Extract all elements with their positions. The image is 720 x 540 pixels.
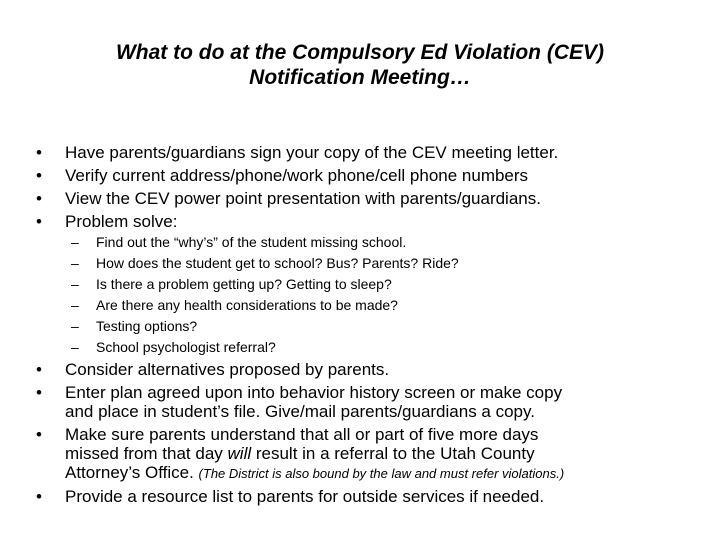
bullet-text: View the CEV power point presentation with parents/guardians. (65, 189, 541, 208)
dash-marker: – (71, 297, 79, 313)
title-line-1: What to do at the Compulsory Ed Violation (CEV) (115, 41, 605, 64)
sub-bullet-item (65, 276, 696, 293)
bullet-text: Consider alternatives proposed by parents. (65, 360, 390, 379)
bullet-item (36, 425, 696, 483)
sub-bullet-text: Are there any health considerations to be made? (96, 297, 398, 313)
bullet-text: Provide a resource list to parents for outside services if needed. (65, 487, 545, 506)
slide-title (40, 40, 680, 90)
bullet-item (36, 189, 696, 208)
bullet-text-line-1: Enter plan agreed upon into behavior history screen or make copy (65, 383, 563, 402)
bullet-marker: • (36, 189, 42, 208)
bullet-marker: • (36, 166, 42, 185)
bullet-text-line-2: and place in student’s file. Give/mail parents/guardians a copy. (65, 402, 535, 421)
bullet-text-line-1: Make sure parents understand that all or part of five more days (65, 425, 539, 444)
bullet-marker: • (36, 425, 42, 444)
sub-bullet-text: Testing options? (96, 318, 198, 334)
sub-bullet-item (65, 255, 696, 272)
bullet-item (36, 166, 696, 185)
bullet-text-line-2-pre: missed from that day (65, 444, 228, 463)
district-note: (The District is also bound by the law and must refer violations.) (198, 466, 565, 481)
bullet-marker: • (36, 143, 42, 162)
bullet-text: Verify current address/phone/work phone/cell phone numbers (65, 166, 529, 185)
sub-bullet-text: How does the student get to school? Bus? Parents? Ride? (96, 255, 459, 271)
dash-marker: – (71, 318, 79, 334)
sub-bullet-item (65, 234, 696, 251)
sub-bullet-text: Find out the “why’s” of the student missing school. (96, 234, 407, 250)
dash-marker: – (71, 276, 79, 292)
bullet-item (36, 143, 696, 162)
bullet-item (36, 212, 696, 356)
bullet-text: Have parents/guardians sign your copy of the CEV meeting letter. (65, 143, 559, 162)
bullet-marker: • (36, 212, 42, 231)
bullet-marker: • (36, 360, 42, 379)
bullet-text-line-3: Attorney’s Office. (65, 463, 199, 482)
bullet-item (36, 487, 696, 506)
sub-bullet-item (65, 318, 696, 335)
sub-bullet-text: Is there a problem getting up? Getting to sleep? (96, 276, 392, 292)
dash-marker: – (71, 339, 79, 355)
bullet-text: Problem solve: (65, 212, 178, 231)
bullet-text-line-2-post: result in a referral to the Utah County (251, 444, 535, 463)
bullet-list (36, 143, 696, 506)
bullet-marker: • (36, 487, 42, 506)
bullet-item (36, 383, 696, 421)
sub-bullet-item (65, 339, 696, 356)
bullet-list-container (36, 143, 696, 510)
title-line-2: Notification Meeting… (249, 66, 471, 89)
dash-marker: – (71, 255, 79, 271)
sub-bullet-item (65, 297, 696, 314)
dash-marker: – (71, 234, 79, 250)
sub-bullet-list (65, 234, 696, 356)
bullet-item (36, 360, 696, 379)
bullet-marker: • (36, 383, 42, 402)
emphasis-will: will (227, 444, 252, 463)
sub-bullet-text: School psychologist referral? (96, 339, 276, 355)
